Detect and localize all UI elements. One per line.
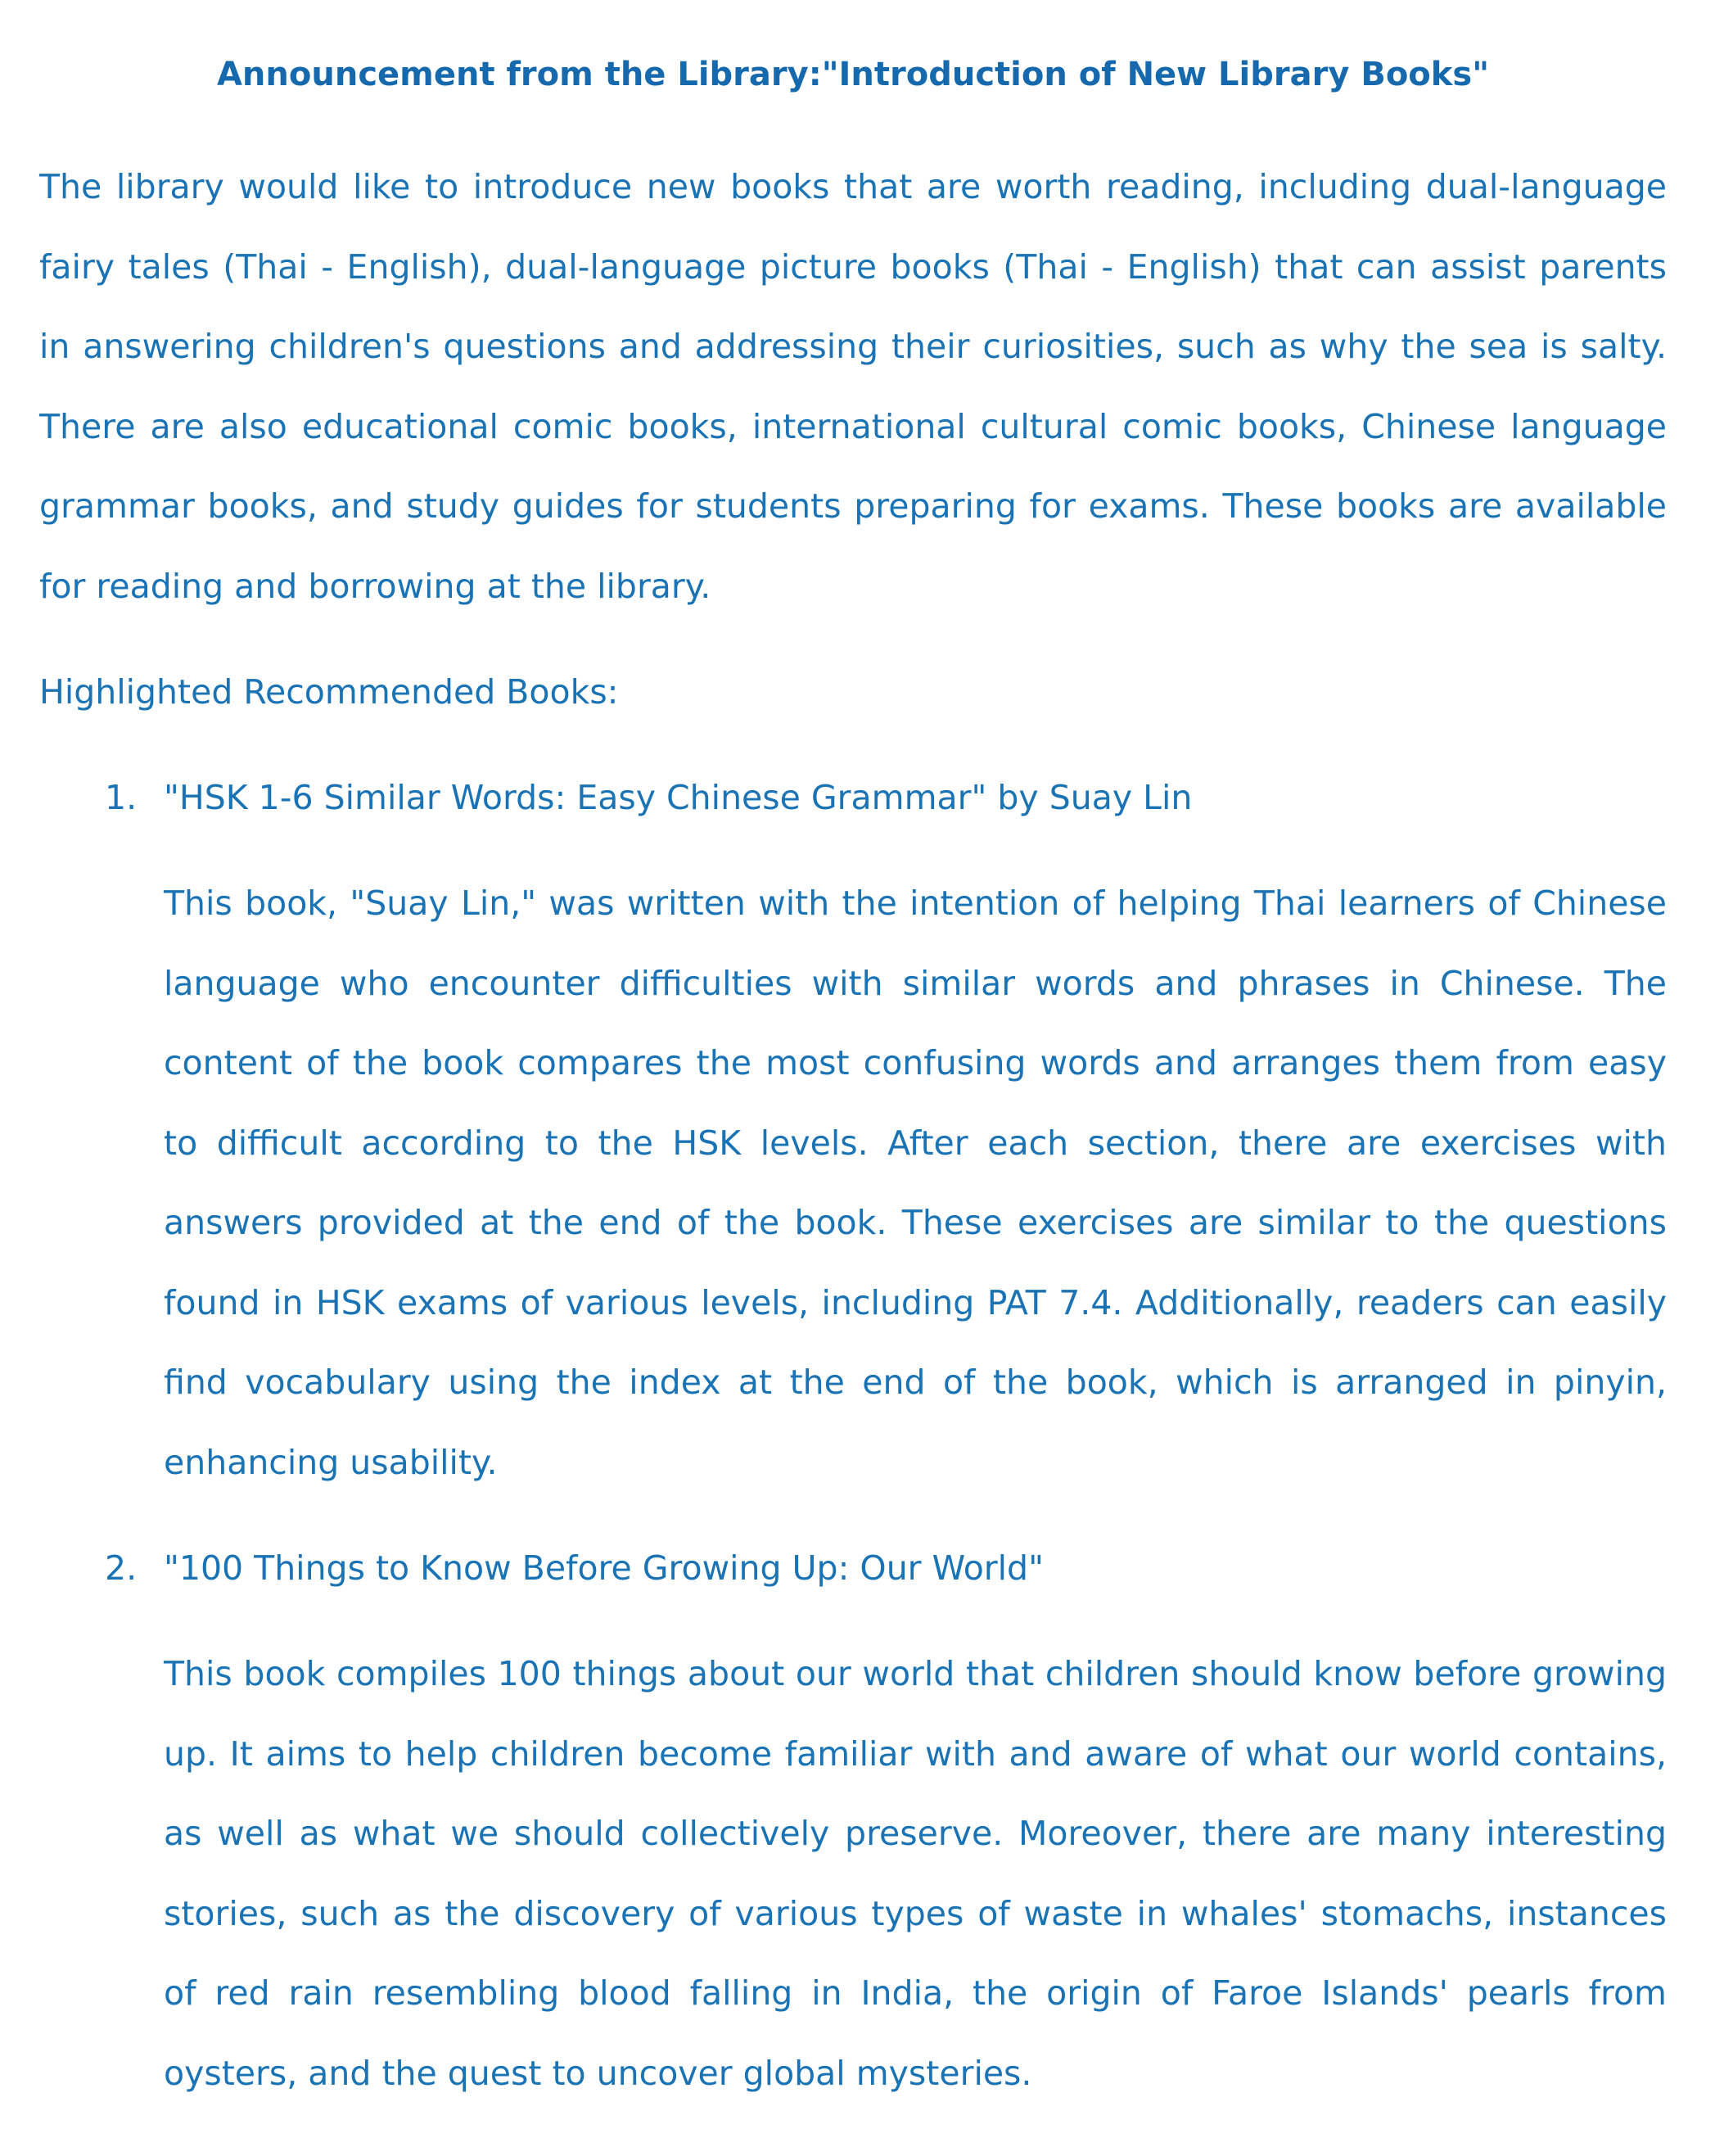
announcement-page bbox=[39, 0, 1667, 2113]
highlighted-books-heading: Highlighted Recommended Books: bbox=[39, 672, 619, 712]
announcement-title: Announcement from the Library:"Introduction of New Library Books" bbox=[216, 56, 1490, 93]
book-title: "100 Things to Know Before Growing Up: Our World" bbox=[164, 1548, 1044, 1588]
book-item-100-things bbox=[39, 1529, 1667, 2113]
book-description: This book compiles 100 things about our world that children should know before growing up. It aims to help children become familiar with and aware of what our world contains, as well as what we should collectively preserve. Moreover, there are many interesting stories, such as the discovery of various types of waste in whales' stomachs, instances of red rain resembling blood falling in India, the origin of Faroe Islands' pearls from oysters, and the quest to uncover global mysteries. bbox=[164, 1654, 1667, 2093]
book-description: This book, "Suay Lin," was written with the intention of helping Thai learners of Chinese language who encounter difficulties with similar words and phrases in Chinese. The content of the book compares the most confusing words and arranges them from easy to difficult according to the HSK levels. After each section, there are exercises with answers provided at the end of the book. These exercises are similar to the questions found in HSK exams of various levels, including PAT 7.4. Additionally, readers can easily find vocabulary using the index at the end of the book, which is arranged in pinyin, enhancing usability. bbox=[164, 884, 1667, 1482]
recommended-book-list bbox=[39, 758, 1667, 2113]
book-item-hsk-similar-words bbox=[39, 758, 1667, 1503]
book-number: 2. bbox=[105, 1548, 138, 1588]
intro-paragraph: The library would like to introduce new books that are worth reading, including dual-language fairy tales (Thai - English), dual-language picture books (Thai - English) that can assist parents in answering children's questions and addressing their curiosities, such as why the sea is salty. There are also educational comic books, international cultural comic books, Chinese language grammar books, and study guides for students preparing for exams. These books are available for reading and borrowing at the library. bbox=[39, 167, 1667, 606]
book-title: "HSK 1-6 Similar Words: Easy Chinese Grammar" by Suay Lin bbox=[164, 778, 1193, 817]
book-number: 1. bbox=[105, 778, 138, 817]
